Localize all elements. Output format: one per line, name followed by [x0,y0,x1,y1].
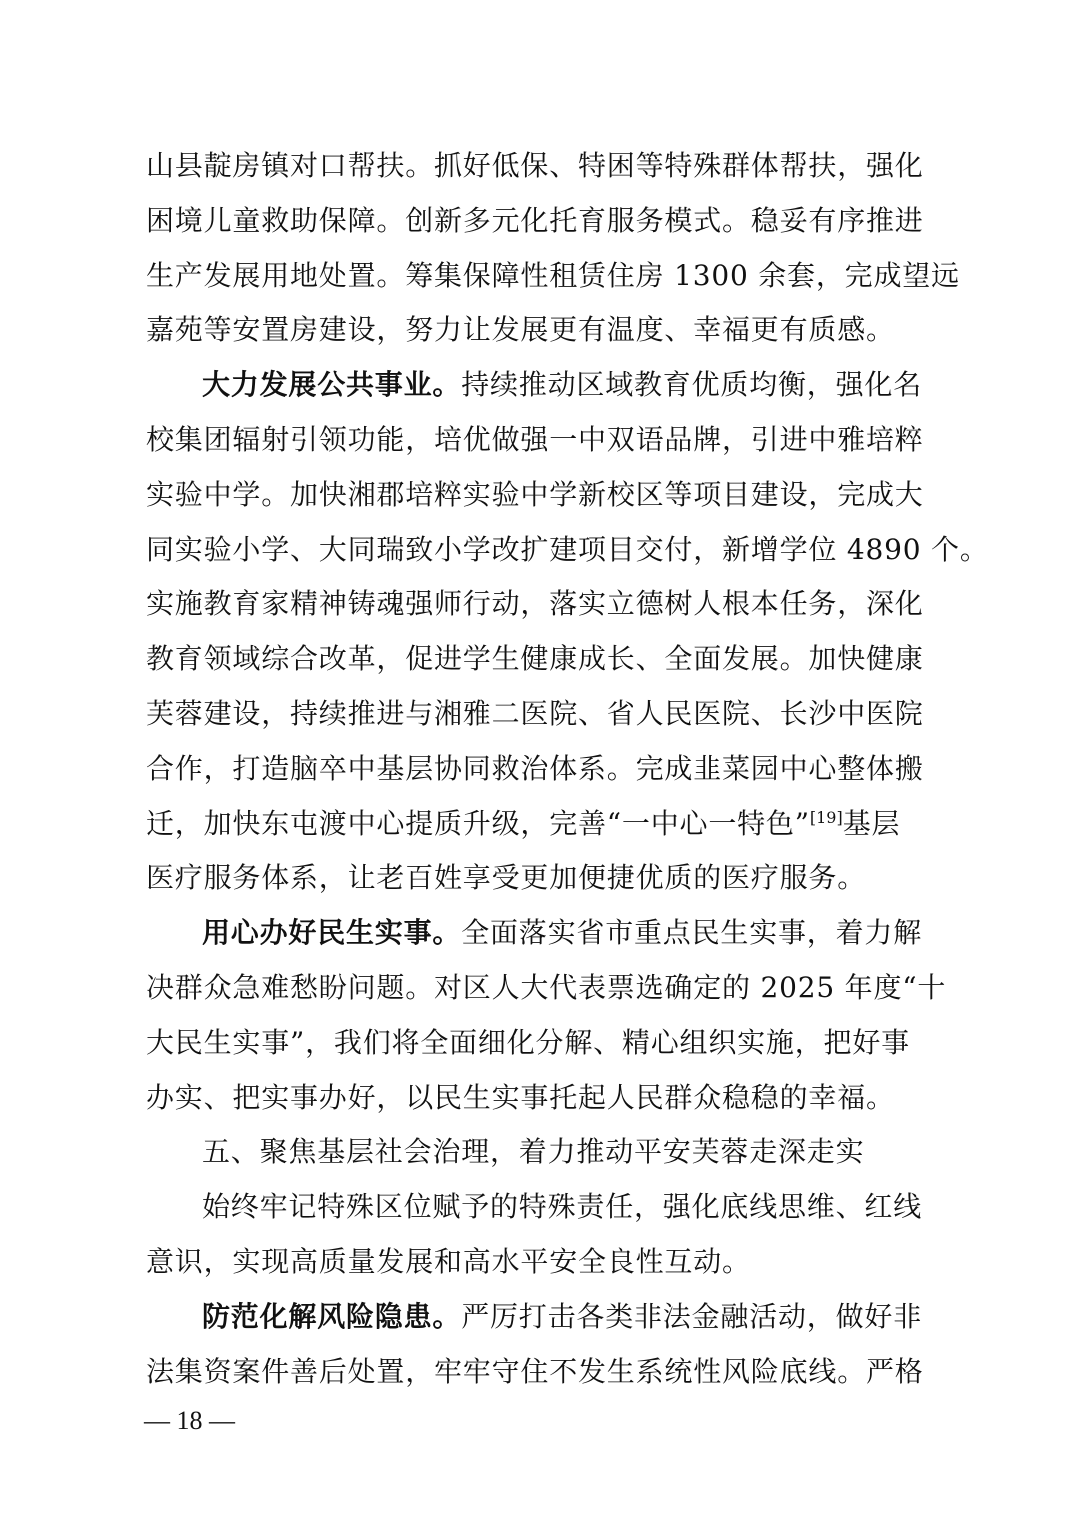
paragraph-line-with-footnote [146,797,930,852]
paragraph-line: 实验中学。加快湘郡培粹实验中学新校区等项目建设，完成大 [146,477,924,511]
paragraph-line: 困境儿童救助保障。创新多元化托育服务模式。稳妥有序推进 [146,203,924,237]
paragraph-line: 同实验小学、大同瑞致小学改扩建项目交付，新增学位 4890 个。 [146,532,989,566]
paragraph-lead: 用心办好民生实事。 [202,916,462,950]
paragraph-first-line [146,358,930,413]
paragraph-text: 持续推动区域教育优质均衡，强化名 [461,368,923,402]
paragraph-lead: 大力发展公共事业。 [202,368,462,402]
paragraph-line: 芙蓉建设，持续推进与湘雅二医院、省人民医院、长沙中医院 [146,696,924,730]
paragraph-line: 决群众急难愁盼问题。对区人大代表票选确定的 2025 年度“十 [146,970,947,1004]
paragraph-first-line: 始终牢记特殊区位赋予的特殊责任，强化底线思维、红线 [202,1190,923,1224]
paragraph-first-line [146,906,930,961]
paragraph-line: 意识，实现高质量发展和高水平安全良性互动。 [146,1244,751,1278]
paragraph-text: 全面落实省市重点民生实事，着力解 [461,916,923,950]
page-number: — 18 — [144,1406,235,1435]
paragraph-line: 法集资案件善后处置，牢牢守住不发生系统性风险底线。严格 [146,1354,924,1388]
paragraph-line: 实施教育家精神铸魂强师行动，落实立德树人根本任务，深化 [146,587,924,621]
paragraph-line: 合作，打造脑卒中基层协同救治体系。完成韭菜园中心整体搬 [146,751,924,785]
paragraph-line: 办实、把实事办好，以民生实事托起人民群众稳稳的幸福。 [146,1080,895,1114]
paragraph-text: 基层 [842,806,901,840]
paragraph-line: 大民生实事”，我们将全面细化分解、精心组织实施，把好事 [146,1025,910,1059]
paragraph-line: 生产发展用地处置。筹集保障性租赁住房 1300 余套，完成望远 [146,258,960,292]
paragraph-text: 迁，加快东屯渡中心提质升级，完善“一中心一特色” [146,806,810,840]
paragraph-line: 山县靛房镇对口帮扶。抓好低保、特困等特殊群体帮扶，强化 [146,149,924,182]
paragraph-line: 教育领域综合改革，促进学生健康成长、全面发展。加快健康 [146,642,924,676]
section-heading: 五、聚焦基层社会治理，着力推动平安芙蓉走深走实 [202,1135,865,1169]
paragraph-text: 严厉打击各类非法金融活动，做好非 [461,1299,923,1333]
paragraph-line: 嘉苑等安置房建设，努力让发展更有温度、幸福更有质感。 [146,313,895,347]
document-body [146,139,989,1399]
paragraph-line: 医疗服务体系，让老百姓享受更加便捷优质的医疗服务。 [146,861,867,895]
footnote-marker: [19] [809,807,843,827]
paragraph-line: 校集团辐射引领功能，培优做强一中双语品牌，引进中雅培粹 [146,422,924,456]
paragraph-first-line [146,1290,930,1345]
paragraph-lead: 防范化解风险隐患。 [202,1299,462,1333]
